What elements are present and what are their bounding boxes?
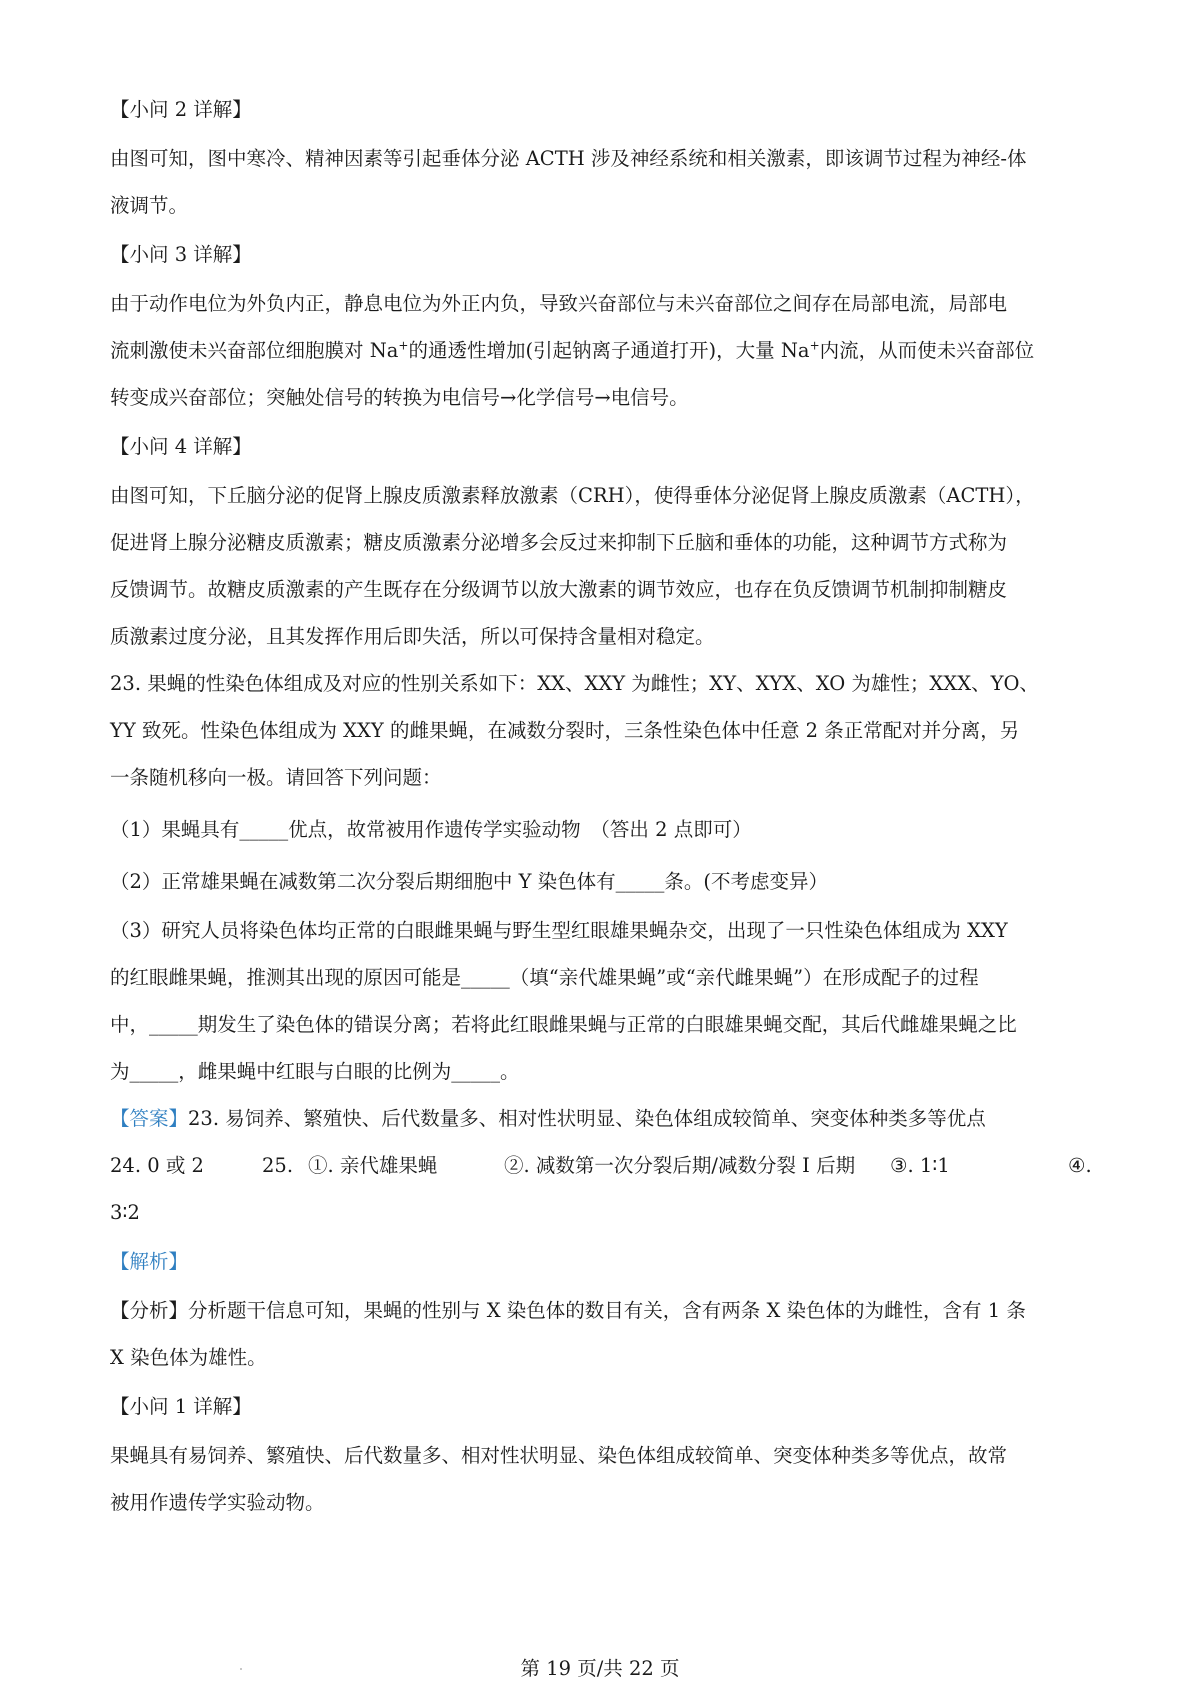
answer-25-choice-2: ②. 减数第一次分裂后期/减数分裂 I 后期 <box>504 1154 856 1177</box>
sub-question-3-line: 为_____，雌果蝇中红眼与白眼的比例为_____。 <box>110 1060 520 1083</box>
answer-line <box>110 1105 1100 1133</box>
page-number-footer: 第 19 页/共 22 页 <box>520 1657 680 1680</box>
superscript: + <box>398 338 409 353</box>
answer-25-choice-4: ④. <box>1068 1154 1092 1177</box>
sub-question-3-line: 的红眼雌果蝇，推测其出现的原因可能是_____（填“亲代雄果蝇”或“亲代雌果蝇”）在形成配子的过程 <box>110 966 979 989</box>
page-content <box>110 96 1100 1517</box>
paragraph-line: 质激素过度分泌，且其发挥作用后即失活，所以可保持含量相对稳定。 <box>110 625 715 648</box>
paragraph-line: 转变成兴奋部位；突触处信号的转换为电信号→化学信号→电信号。 <box>110 386 689 409</box>
paragraph-line: 液调节。 <box>110 194 189 217</box>
question-stem-line: 23. 果蝇的性染色体组成及对应的性别关系如下：XX、XXY 为雌性；XY、XYX、XO 为雄性；XXX、YO、 <box>110 672 1039 695</box>
paragraph-line: 由图可知，图中寒冷、精神因素等引起垂体分泌 ACTH 涉及神经系统和相关激素，即该调节过程为神经-体 <box>110 147 1027 170</box>
section-heading: 【小问 2 详解】 <box>110 98 252 121</box>
paragraph-line: 被用作遗传学实验动物。 <box>110 1491 325 1514</box>
answer-line <box>110 1152 1100 1180</box>
analysis-line: 【分析】分析题干信息可知，果蝇的性别与 X 染色体的数目有关，含有两条 X 染色体的为雌性，含有 1 条 <box>110 1299 1026 1322</box>
question-stem-line: YY 致死。性染色体组成为 XXY 的雌果蝇，在减数分裂时，三条性染色体中任意 2 条正常配对并分离，另 <box>110 719 1020 742</box>
paragraph-line: 由图可知，下丘脑分泌的促肾上腺皮质激素释放激素（CRH），使得垂体分泌促肾上腺皮质激素（ACTH）， <box>110 484 1035 507</box>
section-heading: 【小问 3 详解】 <box>110 243 252 266</box>
text-segment: 流刺激使未兴奋部位细胞膜对 Na <box>110 339 399 362</box>
paragraph-line: 由于动作电位为外负内正，静息电位为外正内负，导致兴奋部位与未兴奋部位之间存在局部电流，局部电 <box>110 292 1008 315</box>
sub-question-1: （1）果蝇具有_____优点，故常被用作遗传学实验动物 （答出 2 点即可） <box>110 818 752 841</box>
paragraph-line: 反馈调节。故糖皮质激素的产生既存在分级调节以放大激素的调节效应，也存在负反馈调节机制抑制糖皮 <box>110 578 1008 601</box>
paragraph-line <box>110 337 1100 365</box>
answer-25-label: 25. <box>262 1154 294 1177</box>
answer-25-choice-3: ③. 1∶1 <box>890 1154 950 1177</box>
answer-line: 3∶2 <box>110 1201 140 1224</box>
superscript: + <box>809 338 820 353</box>
paragraph-line: 促进肾上腺分泌糖皮质激素；糖皮质激素分泌增多会反过来抑制下丘脑和垂体的功能，这种调节方式称为 <box>110 531 1008 554</box>
sub-question-3-line: 中，_____期发生了染色体的错误分离；若将此红眼雌果蝇与正常的白眼雄果蝇交配，其后代雌雄果蝇之比 <box>110 1013 1017 1036</box>
text-segment: 内流，从而使未兴奋部位 <box>819 339 1035 362</box>
question-stem-line: 一条随机移向一极。请回答下列问题： <box>110 766 442 789</box>
sub-question-2: （2）正常雄果蝇在减数第二次分裂后期细胞中 Y 染色体有_____条。(不考虑变异） <box>110 870 829 893</box>
answer-text: 23. 易饲养、繁殖快、后代数量多、相对性状明显、染色体组成较简单、突变体种类多等优点 <box>188 1107 986 1130</box>
text-segment: 的通透性增加(引起钠离子通道打开)，大量 Na <box>408 339 810 362</box>
section-heading: 【小问 1 详解】 <box>110 1395 252 1418</box>
analysis-label: 【解析】 <box>110 1250 189 1273</box>
answer-24: 24. 0 或 2 <box>110 1154 204 1177</box>
analysis-line: X 染色体为雄性。 <box>110 1346 267 1369</box>
sub-question-3-line: （3）研究人员将染色体均正常的白眼雌果蝇与野生型红眼雄果蝇杂交，出现了一只性染色体组成为 XXY <box>110 919 1008 942</box>
section-heading: 【小问 4 详解】 <box>110 435 252 458</box>
answer-label: 【答案】 <box>110 1107 189 1130</box>
paragraph-line: 果蝇具有易饲养、繁殖快、后代数量多、相对性状明显、染色体组成较简单、突变体种类多等优点，故常 <box>110 1444 1008 1467</box>
answer-25-choice-1: ①. 亲代雄果蝇 <box>308 1154 438 1177</box>
